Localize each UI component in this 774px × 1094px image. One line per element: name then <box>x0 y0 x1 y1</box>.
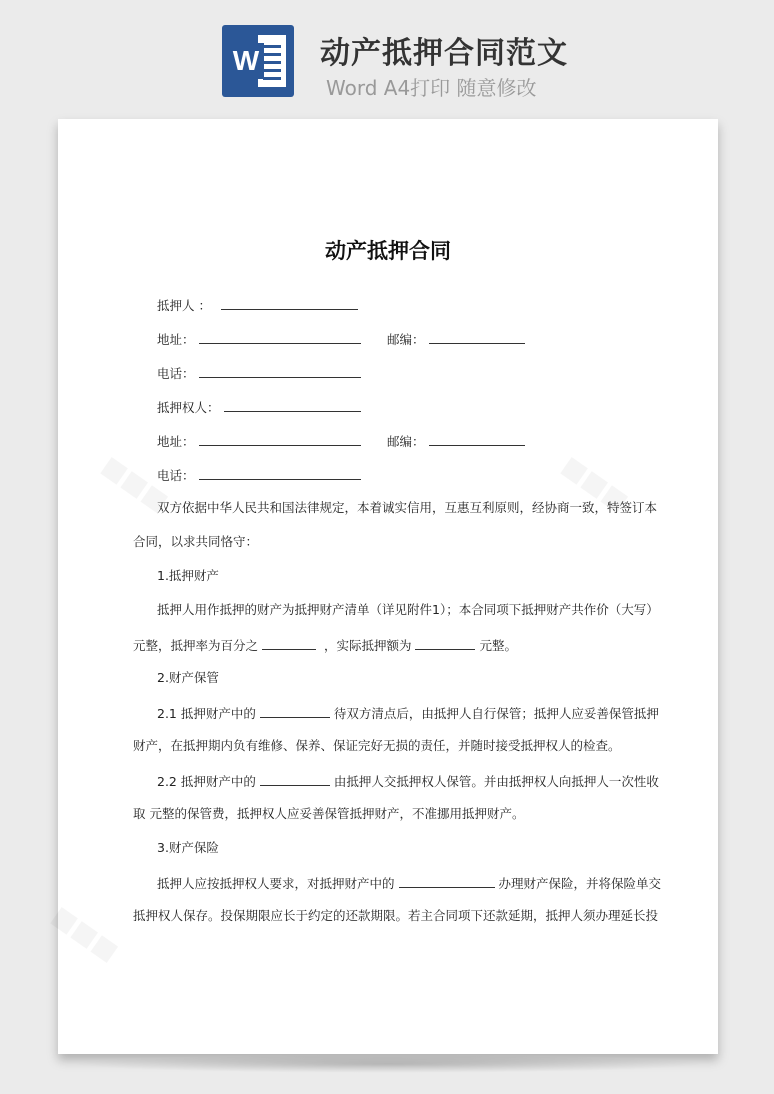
intro-line-2: 合同，以求共同恪守： <box>133 534 259 549</box>
page-shadow <box>70 1055 706 1073</box>
s21-text-a: 2.1 抵押财产中的 <box>157 706 256 721</box>
address-blank[interactable] <box>199 330 361 344</box>
section-3-line-1 <box>157 874 661 892</box>
mortgage-amount-blank[interactable] <box>415 636 475 650</box>
s21-property-blank[interactable] <box>260 704 330 718</box>
s1-text-c: 元整。 <box>479 638 517 653</box>
insured-property-blank[interactable] <box>399 874 495 888</box>
mortgagee-label: 抵押权人： <box>157 400 220 415</box>
address-label: 地址： <box>157 332 195 347</box>
section-2-1-line-1 <box>157 704 659 722</box>
section-2-2-line-2: 取 元整的保管费，抵押权人应妥善保管抵押财产，不准挪用抵押财产。 <box>133 806 525 821</box>
phone-label: 电话： <box>157 366 195 381</box>
mortgage-rate-blank[interactable] <box>262 636 316 650</box>
s22-text-a: 2.2 抵押财产中的 <box>157 774 256 789</box>
section-3-line-2: 抵押权人保存。投保期限应长于约定的还款期限。若主合同项下还款延期，抵押人须办理延长投 <box>133 908 659 923</box>
address-blank[interactable] <box>199 432 361 446</box>
watermark-shape <box>46 901 124 968</box>
document-page <box>58 119 718 1054</box>
section-1-paragraph-line-2 <box>133 636 517 654</box>
mortgagee-phone-row <box>157 466 361 484</box>
mortgagee-address-row <box>157 432 361 450</box>
mortgagee-row <box>157 398 361 416</box>
page-subtitle: Word A4打印 随意修改 <box>326 76 537 100</box>
page-title: 动产抵押合同范文 <box>320 36 568 71</box>
postcode-blank[interactable] <box>429 432 525 446</box>
phone-blank[interactable] <box>199 466 361 480</box>
intro-line-1: 双方依据中华人民共和国法律规定，本着诚实信用，互惠互利原则，经协商一致，特签订本 <box>157 500 658 515</box>
mortgagor-blank[interactable] <box>221 296 358 310</box>
section-2-1-line-2: 财产，在抵押期内负有维修、保养、保证完好无损的责任，并随时接受抵押权人的检查。 <box>133 738 621 753</box>
s3-text-a: 抵押人应按抵押权人要求，对抵押财产中的 <box>157 876 395 891</box>
mortgagee-blank[interactable] <box>224 398 361 412</box>
s1-text-a: 元整，抵押率为百分之 <box>133 638 259 653</box>
section-1-paragraph-line-1: 抵押人用作抵押的财产为抵押财产清单（详见附件1）；本合同项下抵押财产共作价（大写） <box>157 602 659 617</box>
page-header <box>0 0 774 118</box>
document-title: 动产抵押合同 <box>325 239 451 263</box>
mortgagor-phone-row <box>157 364 361 382</box>
word-icon <box>222 25 294 97</box>
s21-text-b: 待双方清点后，由抵押人自行保管；抵押人应妥善保管抵押 <box>333 706 659 721</box>
s1-text-b: ，实际抵押额为 <box>323 638 412 653</box>
phone-label: 电话： <box>157 468 195 483</box>
section-2-2-line-1 <box>157 772 659 790</box>
section-3-heading: 3.财产保险 <box>157 840 219 855</box>
mortgagor-address-row <box>157 330 361 348</box>
s22-text-b: 由抵押人交抵押权人保管。并由抵押权人向抵押人一次性收 <box>333 774 659 789</box>
mortgagor-postcode-row <box>387 330 525 348</box>
address-label: 地址： <box>157 434 195 449</box>
word-letter: W <box>228 43 264 79</box>
s22-property-blank[interactable] <box>260 772 330 786</box>
postcode-label: 邮编： <box>387 332 425 347</box>
phone-blank[interactable] <box>199 364 361 378</box>
postcode-label: 邮编： <box>387 434 425 449</box>
section-1-heading: 1.抵押财产 <box>157 568 219 583</box>
mortgagee-postcode-row <box>387 432 525 450</box>
mortgagor-label: 抵押人 ： <box>157 298 211 313</box>
section-2-heading: 2.财产保管 <box>157 670 219 685</box>
mortgagor-row <box>157 296 358 314</box>
s3-text-b: 办理财产保险，并将保险单交 <box>498 876 661 891</box>
postcode-blank[interactable] <box>429 330 525 344</box>
